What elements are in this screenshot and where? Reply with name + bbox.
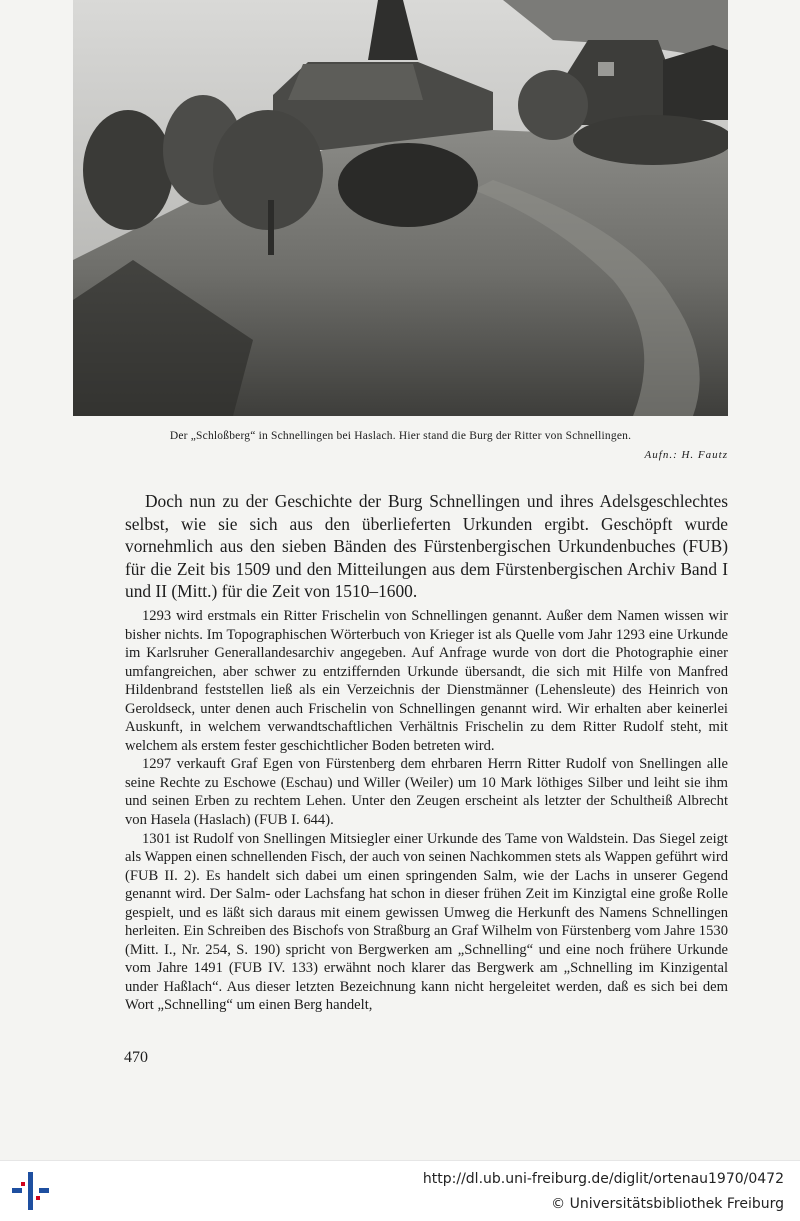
photo-credit: Aufn.: H. Fautz — [644, 449, 728, 461]
schlossberg-photo — [73, 0, 728, 416]
source-url-link[interactable]: http://dl.ub.uni-freiburg.de/diglit/ortenau1970/0472 — [422, 1171, 784, 1187]
intro-paragraph: Doch nun zu der Geschichte der Burg Schnellingen und ihres Adelsgeschlechtes selbst, wie sie sich aus den überlieferten Urkunden ergibt. Geschöpft wurde vornehmlich aus den sieben Bänden des Fürstenbergischen Urkundenbuches (FUB) für die Zeit bis 1509 und den Mitteilungen aus dem Fürstenbergischen Archiv Band I und II (Mitt.) für die Zeit von 1510–1600. — [125, 491, 728, 602]
body-text — [125, 607, 728, 1015]
paragraph-1297: 1297 verkauft Graf Egen von Fürstenberg dem ehrbaren Herrn Ritter Rudolf von Snellingen alle seine Rechte zu Eschowe (Eschau) und Willer (Weiler) um 10 Mark löthiges Silber und leiht sie ihm und seinen Erben zu rechtem Lehen. Unter den Zeugen erscheint als letzter der Schultheiß Albrecht von Hasela (Haslach) (FUB I. 644). — [125, 756, 728, 829]
paragraph-1293: 1293 wird erstmals ein Ritter Frischelin von Schnellingen genannt. Außer dem Namen wissen wir bisher nichts. Im Topographischen Wörterbuch von Krieger ist als Quelle vom Jahr 1293 eine Urkunde im Karlsruher Generallandesarchiv angegeben. Auf Anfrage wurde von dort die Photographie einer umfangreichen, aber schwer zu entziffernden Urkunde übersandt, die sich mit Hilfe von Manfred Hildenbrand feststellen ließ als ein Verzeichnis der Dienstmänner (Lehensleute) des Heinrich von Geroldseck, unter denen auch Frischelin von Schnellingen genannt wird. Wir erhalten aber keinerlei Auskunft, in welchem verwandtschaftlichen Verhältnis Frischelin zu dem Ritter Rudolf steht, mit welchem als erstem fester geschichtlicher Boden betreten wird. — [125, 608, 728, 754]
copyright-notice: © Universitätsbibliothek Freiburg — [551, 1196, 784, 1212]
page-number: 470 — [124, 1049, 148, 1066]
figure-caption: Der „Schloßberg“ in Schnellingen bei Haslach. Hier stand die Burg der Ritter von Schnellingen. — [169, 430, 632, 442]
paragraph-1301: 1301 ist Rudolf von Snellingen Mitsiegler einer Urkunde des Tame von Waldstein. Das Siegel zeigt als Wappen einen schnellenden Fisch, der auch von seinen Nachkommen stets als Wappen geführt wird (FUB II. 2). Es handelt sich dabei um einen springenden Salm, wie der Lachs in unserer Gegend genannt wird. Der Salm- oder Lachsfang hat schon in dieser frühen Zeit im Kinzigtal eine große Rolle gespielt, und es läßt sich daraus mit einem gewissen Umweg die Herkunft des Namens Schnellingen herleiten. Ein Schreiben des Bischofs von Straßburg an Graf Wilhelm von Fürstenberg vom Jahre 1530 (Mitt. I., Nr. 254, S. 190) spricht von Bergwerken am „Schnelling“ und eine noch frühere Urkunde vom Jahre 1491 (FUB IV. 133) erwähnt noch klarer das Bergwerk am „Schnelling im Kinzigental under Haßlach“. Aus dieser letzten Bezeichnung kann nicht hergeleitet werden, daß es sich bei dem Wort „Schnelling“ um einen Berg handelt, — [125, 830, 728, 1014]
ub-freiburg-logo-icon — [10, 1170, 52, 1212]
